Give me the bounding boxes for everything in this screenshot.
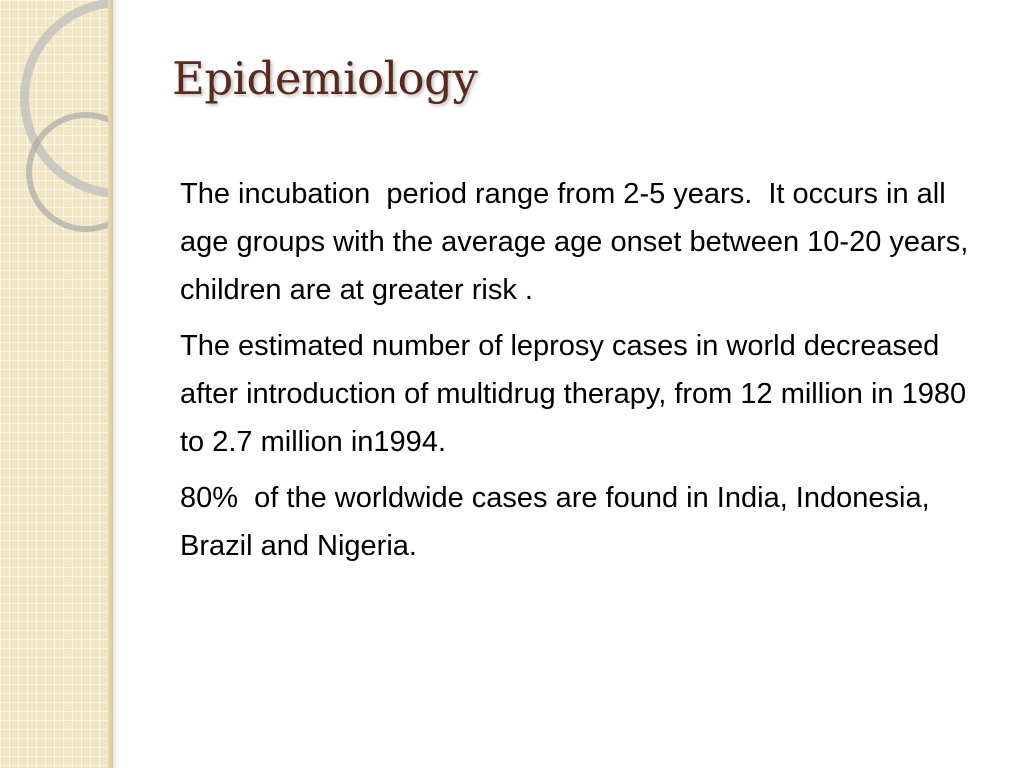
slide-body <box>180 170 995 578</box>
paragraph-incubation: The incubation period range from 2-5 years. It occurs in all age groups with the average age onset between 10-20 years, children are at greater risk . <box>180 178 977 306</box>
sidebar-shadow <box>113 0 119 768</box>
paragraph-case-estimates: The estimated number of leprosy cases in world decreased after introduction of multidrug therapy, from 12 million in 1980 to 2.7 million in1994. <box>180 330 975 458</box>
paragraph-country-distribution: 80% of the worldwide cases are found in India, Indonesia, Brazil and Nigeria. <box>180 482 938 562</box>
slide-title: Epidemiology <box>172 52 478 105</box>
decorative-sidebar <box>0 0 113 768</box>
